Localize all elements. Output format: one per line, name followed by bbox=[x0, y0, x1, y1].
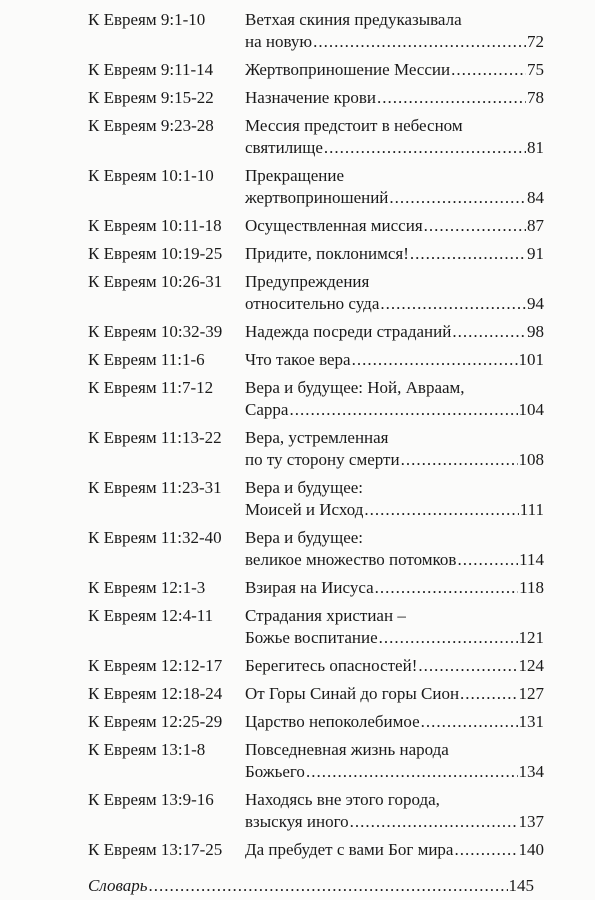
toc-entry-title-line: Предупреждения bbox=[245, 272, 370, 291]
toc-entry-page-number: 111 bbox=[519, 500, 544, 519]
toc-entry-title-line: Вера и будущее: Ной, Авраам, bbox=[245, 378, 465, 397]
toc-entry-page-number: 104 bbox=[518, 400, 544, 419]
toc-entry-last-line bbox=[245, 31, 544, 53]
toc-entry-title-line: Божьего bbox=[245, 762, 305, 781]
toc-entry-title bbox=[245, 59, 544, 81]
dot-leader bbox=[289, 399, 517, 421]
toc-entry bbox=[88, 243, 544, 265]
toc-entry-title-line: Надежда посреди страданий bbox=[245, 322, 452, 341]
toc-entry-title-line: Взирая на Иисуса bbox=[245, 578, 374, 597]
toc-entry bbox=[88, 165, 544, 209]
toc-entry-reference: К Евреям 11:7-12 bbox=[88, 378, 214, 397]
toc-entry-last-line bbox=[245, 243, 544, 265]
toc-entry-reference: К Евреям 11:13-22 bbox=[88, 428, 222, 447]
toc-entry-title bbox=[245, 115, 544, 159]
toc-entry-title bbox=[245, 243, 544, 265]
toc-entry-reference: К Евреям 13:9-16 bbox=[88, 790, 214, 809]
dot-leader bbox=[401, 449, 518, 471]
dot-leader bbox=[389, 187, 526, 209]
dot-leader bbox=[410, 243, 526, 265]
toc-entry-page-number: 84 bbox=[527, 188, 544, 207]
dot-leader bbox=[313, 31, 526, 53]
toc-entry-page-number: 114 bbox=[519, 550, 544, 569]
toc-entry-title-line: Жертвоприношение Мессии bbox=[245, 60, 451, 79]
toc-entry-title-line: Ветхая скиния предуказывала bbox=[245, 10, 462, 29]
toc-entry-title-line: Вера и будущее: bbox=[245, 478, 364, 497]
toc-entry-title-line: великое множество потомков bbox=[245, 550, 457, 569]
toc-entry bbox=[88, 59, 544, 81]
toc-entry-last-line bbox=[245, 187, 544, 209]
toc-entry bbox=[88, 9, 544, 53]
toc-entry bbox=[88, 215, 544, 237]
toc-entry-title-line: Что такое вера bbox=[245, 350, 351, 369]
toc-entry-last-line bbox=[245, 627, 544, 649]
toc-entry-reference: К Евреям 11:23-31 bbox=[88, 478, 222, 497]
toc-entry-last-line bbox=[245, 811, 544, 833]
toc-entry-page-number: 98 bbox=[527, 322, 544, 341]
toc-entry-page-number: 91 bbox=[527, 244, 544, 263]
toc-entry-title bbox=[245, 577, 544, 599]
toc-entry-title bbox=[245, 711, 544, 733]
toc-entry-reference: К Евреям 12:12-17 bbox=[88, 656, 223, 675]
toc-entries bbox=[88, 9, 544, 861]
toc-entry-title bbox=[245, 683, 544, 705]
toc-entry-last-line bbox=[245, 655, 544, 677]
toc-entry-page-number: 118 bbox=[519, 578, 544, 597]
toc-entry-title bbox=[245, 655, 544, 677]
toc-entry-title bbox=[245, 527, 544, 571]
toc-entry-title-line: Мессия предстоит в небесном bbox=[245, 116, 463, 135]
dot-leader bbox=[375, 577, 518, 599]
toc-entry bbox=[88, 839, 544, 861]
toc-entry-last-line bbox=[245, 87, 544, 109]
toc-entry-title bbox=[245, 271, 544, 315]
toc-entry-title bbox=[245, 87, 544, 109]
toc-entry-reference: К Евреям 10:32-39 bbox=[88, 322, 223, 341]
toc-entry-title bbox=[245, 349, 544, 371]
toc-entry-reference: К Евреям 12:18-24 bbox=[88, 684, 223, 703]
toc-entry-page-number: 108 bbox=[518, 450, 544, 469]
toc-entry-title bbox=[245, 9, 544, 53]
dot-leader bbox=[418, 655, 517, 677]
toc-entry bbox=[88, 427, 544, 471]
toc-entry-reference: К Евреям 13:17-25 bbox=[88, 840, 223, 859]
toc-entry-title-line: Царство непоколебимое bbox=[245, 712, 420, 731]
toc-entry bbox=[88, 321, 544, 343]
toc-entry-reference: К Евреям 12:25-29 bbox=[88, 712, 223, 731]
dot-leader bbox=[350, 811, 518, 833]
dot-leader bbox=[457, 549, 518, 571]
toc-entry-page-number: 75 bbox=[527, 60, 544, 79]
toc-entry-title-line: Придите, поклонимся! bbox=[245, 244, 409, 263]
toc-entry-page-number: 121 bbox=[518, 628, 544, 647]
toc-entry-page-number: 137 bbox=[518, 812, 544, 831]
dot-leader bbox=[424, 215, 526, 237]
toc-entry-title-line: Страдания христиан – bbox=[245, 606, 406, 625]
dot-leader bbox=[460, 683, 517, 705]
toc-entry-title-line: Находясь вне этого города, bbox=[245, 790, 440, 809]
toc-entry bbox=[88, 577, 544, 599]
toc-entry-last-line bbox=[245, 349, 544, 371]
toc-entry bbox=[88, 349, 544, 371]
dot-leader bbox=[352, 349, 518, 371]
toc-entry-reference: К Евреям 12:4-11 bbox=[88, 606, 214, 625]
toc-entry-last-line bbox=[245, 549, 544, 571]
toc-entry-reference: К Евреям 9:15-22 bbox=[88, 88, 214, 107]
toc-glossary-entry bbox=[88, 875, 534, 897]
toc-entry-last-line bbox=[245, 577, 544, 599]
toc-entry bbox=[88, 477, 544, 521]
toc-entry-last-line bbox=[245, 449, 544, 471]
toc-entry-reference: К Евреям 11:1-6 bbox=[88, 350, 205, 369]
toc-entry bbox=[88, 527, 544, 571]
dot-leader bbox=[364, 499, 518, 521]
toc-entry bbox=[88, 655, 544, 677]
dot-leader bbox=[380, 293, 526, 315]
toc-entry-page-number: 72 bbox=[527, 32, 544, 51]
toc-entry bbox=[88, 271, 544, 315]
toc-entry-page-number: 124 bbox=[518, 656, 544, 675]
toc-entry-last-line bbox=[245, 839, 544, 861]
toc-entry-title-line: Повседневная жизнь народа bbox=[245, 740, 449, 759]
toc-entry bbox=[88, 683, 544, 705]
dot-leader bbox=[379, 627, 518, 649]
toc-entry-last-line bbox=[245, 711, 544, 733]
toc-entry-reference: К Евреям 9:1-10 bbox=[88, 10, 206, 29]
toc-entry-page-number: 94 bbox=[527, 294, 544, 313]
dot-leader bbox=[306, 761, 518, 783]
toc-entry-title-line: Божье воспитание bbox=[245, 628, 378, 647]
toc-entry bbox=[88, 87, 544, 109]
toc-entry-last-line bbox=[245, 215, 544, 237]
toc-entry-reference: К Евреям 10:19-25 bbox=[88, 244, 223, 263]
toc-entry-reference: К Евреям 10:11-18 bbox=[88, 216, 222, 235]
toc-entry-reference: К Евреям 13:1-8 bbox=[88, 740, 206, 759]
toc-entry-title-line: Назначение крови bbox=[245, 88, 376, 107]
dot-leader bbox=[454, 839, 517, 861]
toc-entry-reference: К Евреям 12:1-3 bbox=[88, 578, 206, 597]
toc-entry-title-line: Прекращение bbox=[245, 166, 345, 185]
toc-entry bbox=[88, 377, 544, 421]
toc-entry-last-line bbox=[245, 399, 544, 421]
toc-entry-title-line: на новую bbox=[245, 32, 313, 51]
table-of-contents bbox=[88, 9, 544, 897]
dot-leader bbox=[452, 321, 526, 343]
toc-entry-title bbox=[245, 377, 544, 421]
toc-entry-title bbox=[245, 477, 544, 521]
toc-entry-title-line: Моисей и Исход bbox=[245, 500, 364, 519]
toc-entry-title-line: Вера, устремленная bbox=[245, 428, 389, 447]
toc-entry-title-line: Сарра bbox=[245, 400, 289, 419]
toc-entry-last-line bbox=[245, 761, 544, 783]
toc-entry bbox=[88, 739, 544, 783]
toc-entry-reference: К Евреям 9:23-28 bbox=[88, 116, 214, 135]
toc-entry-title-line: взыскуя иного bbox=[245, 812, 349, 831]
toc-entry-title bbox=[245, 605, 544, 649]
toc-entry-page-number: 78 bbox=[527, 88, 544, 107]
toc-entry-title-line: по ту сторону смерти bbox=[245, 450, 400, 469]
toc-entry-title bbox=[245, 321, 544, 343]
toc-entry-last-line bbox=[245, 59, 544, 81]
toc-entry-last-line bbox=[245, 137, 544, 159]
toc-entry-reference: К Евреям 10:1-10 bbox=[88, 166, 214, 185]
toc-entry-title-line: относительно суда bbox=[245, 294, 380, 313]
toc-entry-last-line bbox=[245, 321, 544, 343]
toc-entry bbox=[88, 711, 544, 733]
toc-entry-title bbox=[245, 789, 544, 833]
toc-entry-last-line bbox=[245, 683, 544, 705]
toc-entry bbox=[88, 789, 544, 833]
toc-entry-page-number: 101 bbox=[518, 350, 544, 369]
toc-entry-title-line: святилище bbox=[245, 138, 323, 157]
toc-entry-title bbox=[245, 839, 544, 861]
toc-entry bbox=[88, 605, 544, 649]
toc-entry-page-number: 81 bbox=[527, 138, 544, 157]
toc-entry-title-line: Осуществленная миссия bbox=[245, 216, 423, 235]
dot-leader bbox=[451, 59, 526, 81]
toc-entry-title-line: Да пребудет с вами Бог мира bbox=[245, 840, 454, 859]
dot-leader bbox=[324, 137, 526, 159]
glossary-label: Словарь bbox=[88, 876, 148, 895]
toc-entry-title bbox=[245, 427, 544, 471]
toc-entry-reference: К Евреям 11:32-40 bbox=[88, 528, 222, 547]
toc-entry-page-number: 87 bbox=[527, 216, 544, 235]
toc-entry-title bbox=[245, 215, 544, 237]
toc-entry-title bbox=[245, 165, 544, 209]
toc-entry-title-line: жертвоприношений bbox=[245, 188, 389, 207]
toc-entry-reference: К Евреям 9:11-14 bbox=[88, 60, 214, 79]
toc-entry-title-line: Берегитесь опасностей! bbox=[245, 656, 418, 675]
toc-entry bbox=[88, 115, 544, 159]
toc-entry-reference: К Евреям 10:26-31 bbox=[88, 272, 223, 291]
toc-entry-title-line: От Горы Синай до горы Сион bbox=[245, 684, 460, 703]
dot-leader bbox=[377, 87, 526, 109]
glossary-page-number: 145 bbox=[508, 876, 534, 895]
toc-entry-page-number: 127 bbox=[518, 684, 544, 703]
toc-entry-last-line bbox=[245, 499, 544, 521]
dot-leader bbox=[148, 875, 507, 897]
toc-entry-page-number: 131 bbox=[518, 712, 544, 731]
toc-entry-page-number: 134 bbox=[518, 762, 544, 781]
toc-entry-page-number: 140 bbox=[518, 840, 544, 859]
toc-entry-title bbox=[245, 739, 544, 783]
toc-entry-last-line bbox=[245, 293, 544, 315]
toc-entry-title-line: Вера и будущее: bbox=[245, 528, 364, 547]
dot-leader bbox=[421, 711, 518, 733]
